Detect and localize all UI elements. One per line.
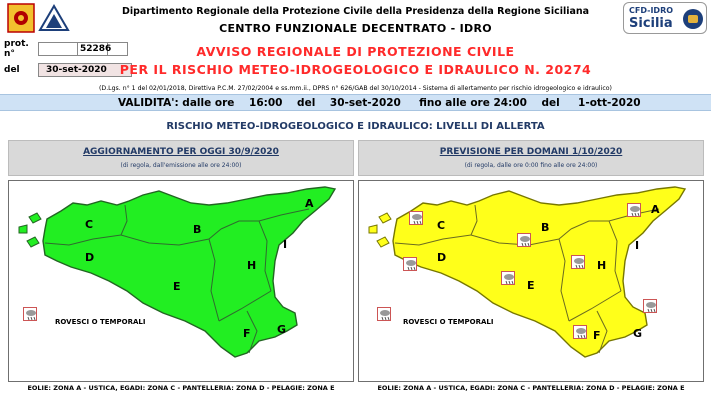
- today-panel-header: [8, 140, 354, 176]
- tomorrow-zone-a: A: [651, 203, 660, 216]
- protocol-value: 52286: [80, 44, 112, 54]
- today-subheading: (di regola, dall'emissione alle ore 24:00): [120, 162, 242, 169]
- risk-levels-title: RISCHIO METEO-IDROGEOLOGICO E IDRAULICO: LIVELLI DI ALLERTA: [166, 121, 545, 132]
- tomorrow-subheading: (di regola, dalle ore 0:00 fino alle ore 24:00): [464, 162, 598, 169]
- tomorrow-island-west-1: [379, 213, 391, 223]
- today-sicily-map: [8, 180, 354, 382]
- today-heading: AGGIORNAMENTO PER OGGI 30/9/2020: [83, 147, 279, 157]
- today-legend-label: ROVESCI O TEMPORALI: [55, 318, 146, 326]
- tomorrow-zone-h: H: [597, 259, 607, 272]
- tomorrow-zone-d: D: [437, 251, 447, 264]
- today-island-west-1: [29, 213, 41, 223]
- today-zone-h: H: [247, 259, 257, 272]
- today-island-west-3: [19, 225, 27, 233]
- today-map-svg: [9, 181, 354, 382]
- tomorrow-sicily-map: [358, 180, 704, 382]
- tomorrow-storm-icon-a: [627, 203, 641, 217]
- today-zone-c: C: [85, 218, 94, 231]
- tomorrow-zone-g: G: [633, 327, 643, 340]
- today-zone-f: F: [243, 327, 251, 340]
- today-islands-note: EOLIE: ZONA A - USTICA, EGADI: ZONA C - PANTELLERIA: ZONA D - PELAGIE: ZONA E: [27, 384, 335, 392]
- cfd-idro-emblem-icon: [683, 9, 703, 29]
- cfd-idro-logo-line1: CFD-IDRO: [629, 6, 674, 15]
- tomorrow-island-west-3: [369, 225, 377, 233]
- tomorrow-storm-icon-d: [403, 257, 417, 271]
- tomorrow-zone-e: E: [527, 279, 535, 292]
- tomorrow-zone-b: B: [541, 221, 550, 234]
- tomorrow-heading: PREVISIONE PER DOMANI 1/10/2020: [439, 147, 623, 157]
- normative-reference: (D.Lgs. n° 1 del 02/01/2018, Direttiva P.C.M. 27/02/2004 e ss.mm.ii., DPRS n° 626/GAB del 30/10/2014 - Sistema di allertamento per rischio idrogeologico e idraulico): [99, 85, 612, 92]
- tomorrow-storm-icon-f: [573, 325, 587, 339]
- centre-name: CENTRO FUNZIONALE DECENTRATO - IDRO: [219, 22, 492, 35]
- tomorrow-island-west-2: [377, 237, 389, 247]
- avviso-title-line2: PER IL RISCHIO METEO-IDROGEOLOGICO E IDRAULICO N. 20274: [119, 62, 592, 77]
- today-zone-e: E: [173, 280, 181, 293]
- tomorrow-storm-icon-h: [571, 255, 585, 269]
- date-value: 30-set-2020: [38, 63, 132, 77]
- protocol-label: prot. n°: [4, 39, 29, 59]
- tomorrow-storm-icon-e: [501, 271, 515, 285]
- date-label: del: [4, 65, 20, 75]
- today-zone-a: A: [305, 197, 314, 210]
- tomorrow-storm-icon-g: [643, 299, 657, 313]
- tomorrow-zone-i: I: [635, 239, 640, 252]
- today-zone-g: G: [277, 323, 287, 336]
- today-zone-d: D: [85, 251, 95, 264]
- today-zone-b: B: [193, 223, 202, 236]
- validity-bar: VALIDITA': dalle ore 16:00 del 30-set-2020 fino alle ore 24:00 del 1-ott-2020: [0, 94, 711, 111]
- today-island-west-2: [27, 237, 39, 247]
- avviso-title-line1: AVVISO REGIONALE DI PROTEZIONE CIVILE: [196, 44, 515, 59]
- today-legend-storm-icon: [23, 307, 37, 321]
- department-name: Dipartimento Regionale della Protezione Civile della Presidenza della Regione Siciliana: [121, 6, 590, 17]
- tomorrow-zone-c: C: [437, 219, 446, 232]
- cfd-idro-logo: [623, 2, 707, 34]
- tomorrow-storm-icon-c: [409, 211, 423, 225]
- tomorrow-panel-header: [358, 140, 704, 176]
- cfd-idro-logo-line2: Sicilia: [629, 16, 673, 31]
- tomorrow-legend-storm-icon: [377, 307, 391, 321]
- today-zone-i: I: [283, 238, 288, 251]
- tomorrow-zone-f: F: [593, 329, 601, 342]
- tomorrow-legend-label: ROVESCI O TEMPORALI: [403, 318, 494, 326]
- tomorrow-islands-note: EOLIE: ZONA A - USTICA, EGADI: ZONA C - PANTELLERIA: ZONA D - PELAGIE: ZONA E: [377, 384, 685, 392]
- tomorrow-storm-icon-b: [517, 233, 531, 247]
